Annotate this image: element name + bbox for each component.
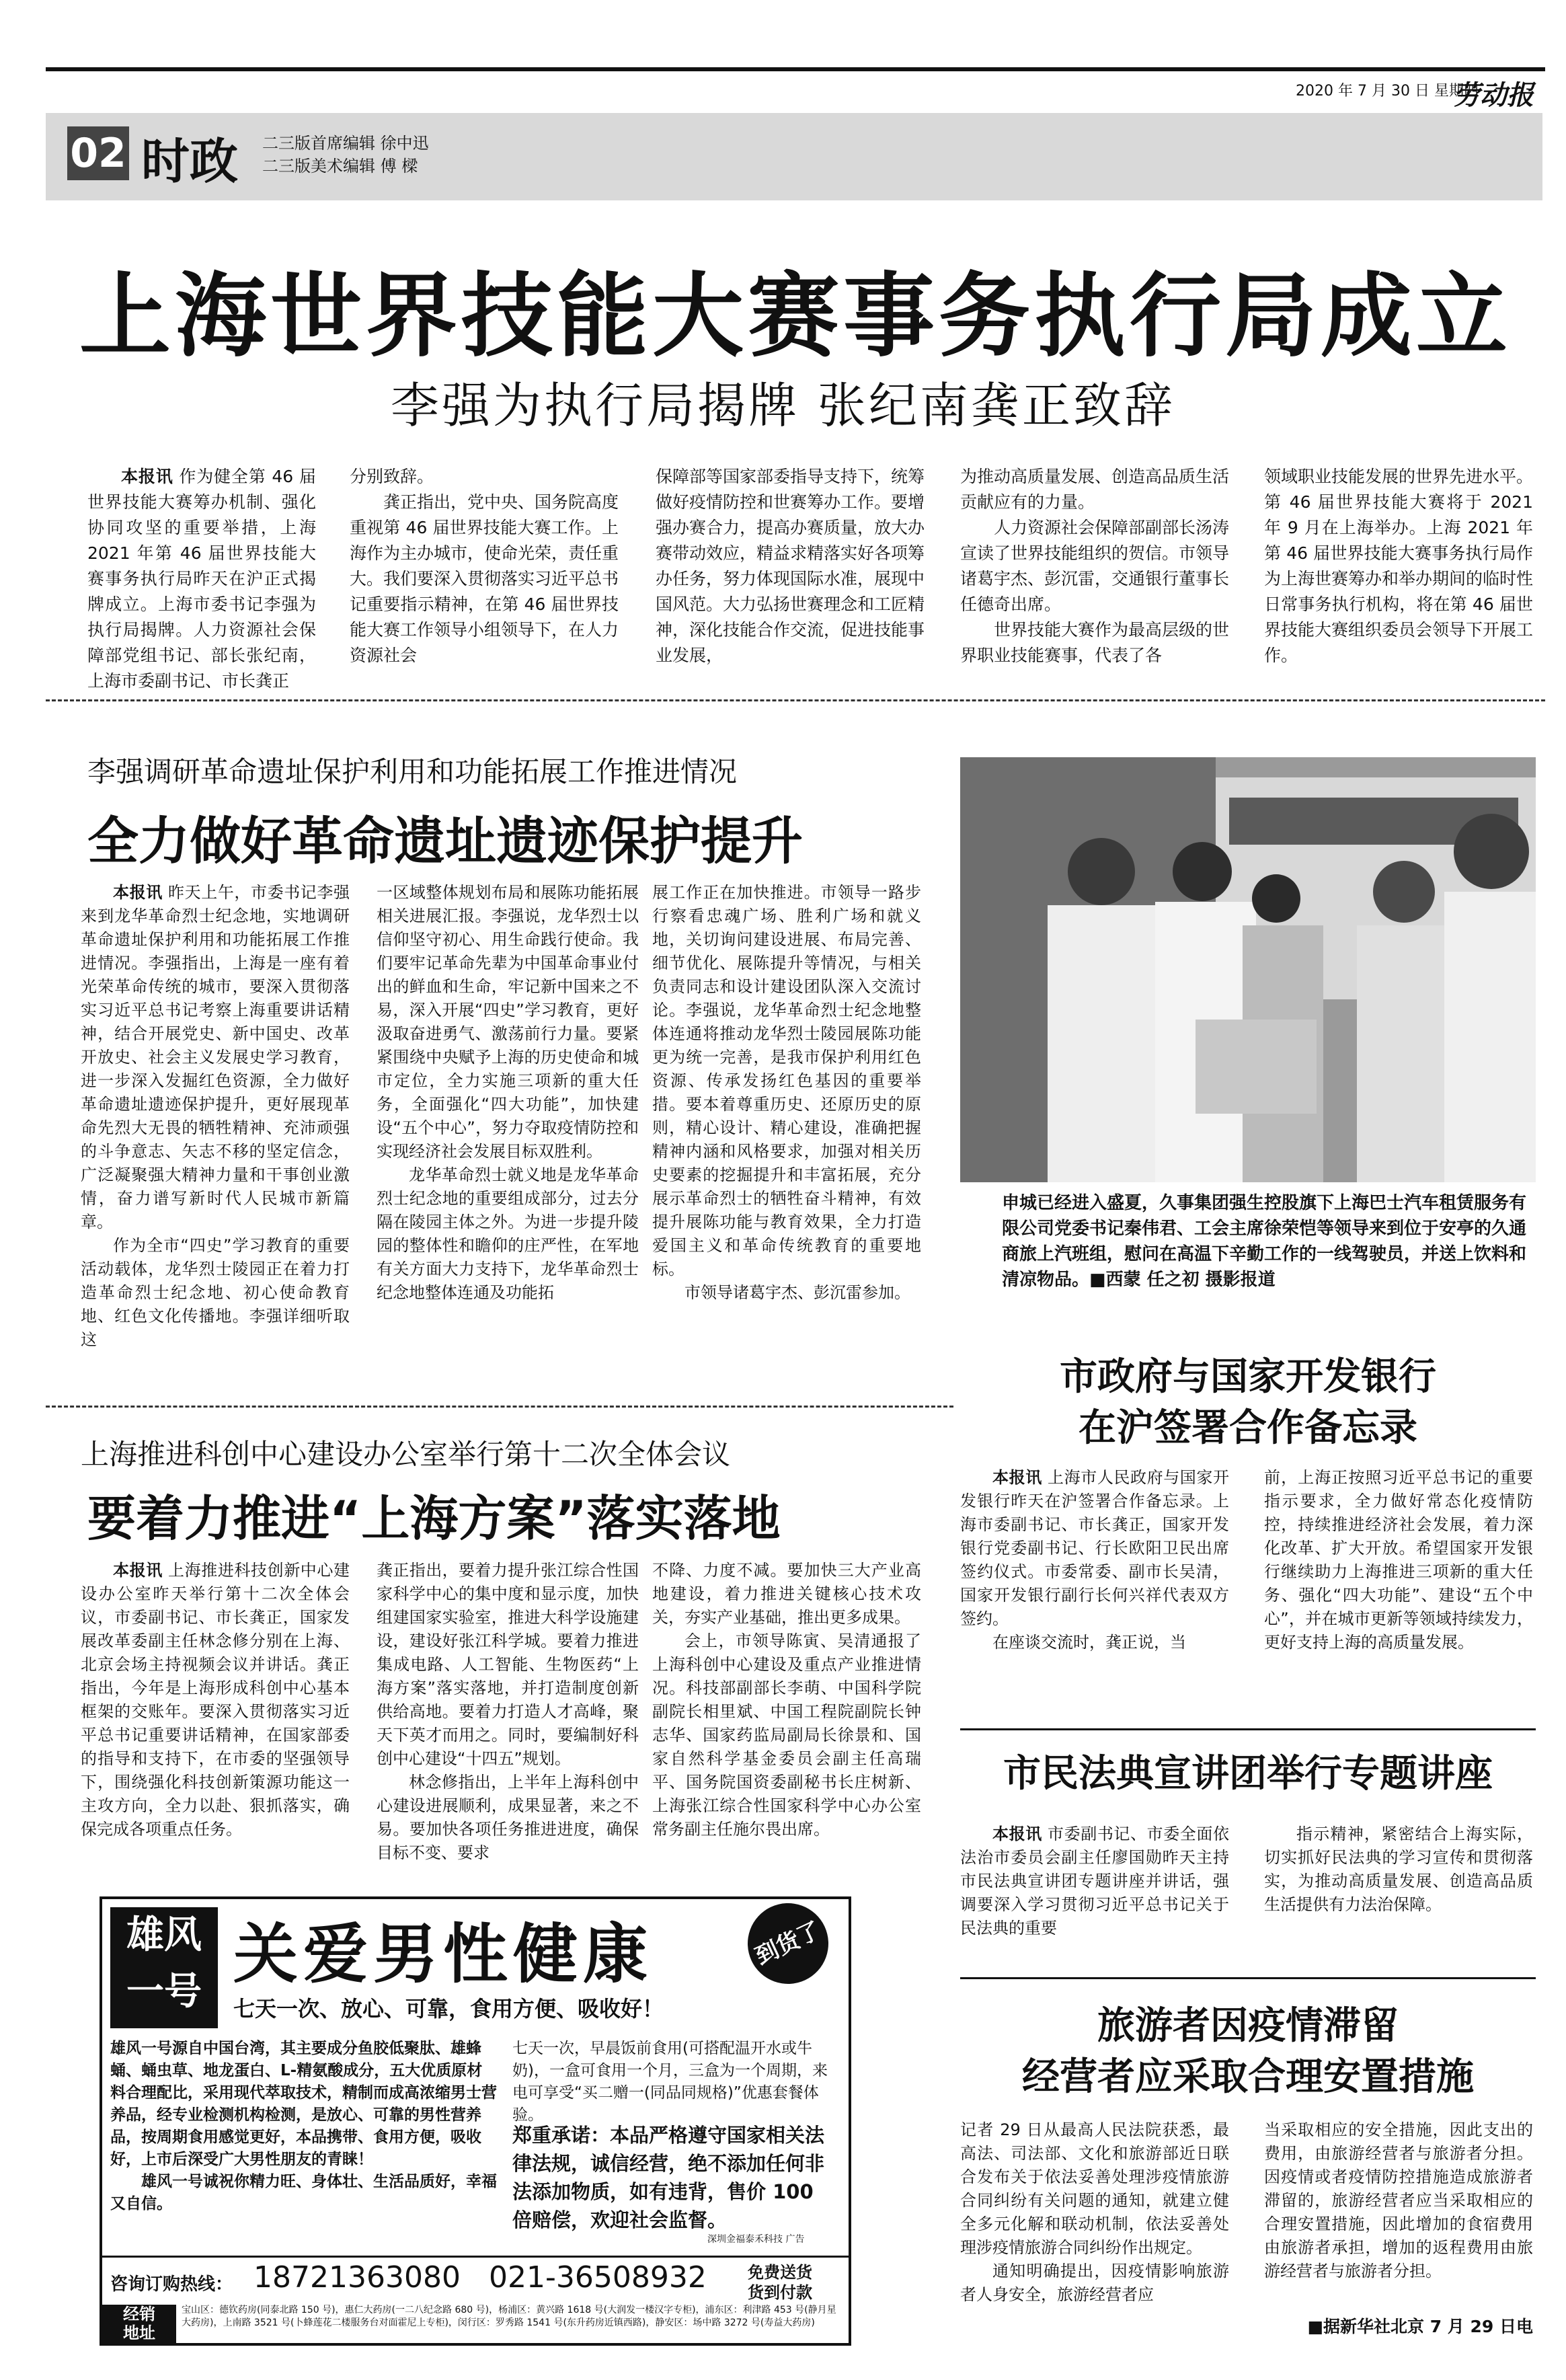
story4-headline — [960, 1352, 1536, 1454]
divider — [960, 1728, 1536, 1730]
ad-hotline-label: 咨询订购热线： — [110, 2274, 233, 2295]
ad-dealers: 宝山区：德钦药房(同泰北路 150 号)，惠仁大药房(一二八纪念路 680 号)，杨浦区：黄兴路 1618 号(大润发一楼汉字专柜)，浦东区：利津路 453 号(静月星大药房)，上南路 3521 号(卜蜂莲花二楼服务台对面霍尼上专柜)，闵行区：罗秀路 1541 号(东升药房近镇西路)，静安区：场中路 3272 号(寿益大药房) — [182, 2305, 836, 2328]
section-number: 02 — [67, 126, 129, 180]
ad-delivery: 免费送货 货到付款 — [748, 2263, 812, 2302]
story6-byline: ■据新华社北京 7 月 29 日电 — [1307, 2317, 1533, 2336]
ad-divider — [102, 2256, 849, 2258]
paragraph: 龚正指出，党中央、国务院高度重视第 46 届世界技能大赛工作。上海作为主办城市，使命光荣，责任重大。我们要深入贯彻落实习近平总书记重要指示精神，在第 46 届世界技能大赛工作领导小组领导下，在人力资源社会 — [350, 492, 619, 665]
story3-kicker: 上海推进科创中心建设办公室举行第十二次全体会议 — [81, 1438, 731, 1471]
story3-col-2 — [377, 1559, 639, 1865]
main-col-5 — [1264, 464, 1533, 668]
story5-col-2: 指示精神，紧密结合上海实际，切实抓好民法典的学习宣传和贯彻落实，为推动高质量发展、创造高品质生活提供有力法治保障。 — [1264, 1825, 1533, 1914]
main-col-3 — [656, 464, 925, 668]
photo-illustration — [960, 757, 1536, 1182]
main-headline: 上海世界技能大赛事务执行局成立 — [79, 264, 1512, 370]
headline-line: 在沪签署合作备忘录 — [1079, 1406, 1417, 1450]
divider — [46, 699, 1545, 701]
ad-badge: 到货了 — [734, 1890, 841, 1997]
story5-headline: 市民法典宣讲团举行专题讲座 — [1003, 1752, 1493, 1796]
story4-col-2 — [1264, 1466, 1533, 1654]
story3-col-1: 本报讯 上海推进科技创新中心建设办公室昨天举行第十二次全体会议，市委副书记、市长龚正，国家发展改革委副主任林念修分别在上海、北京会场主持视频会议并讲话。龚正指出，今年是上海形成科创中心基本框架的交账年。要深入贯彻落实习近平总书记重要讲话精神，在国家部委的指导和支持下，在市委的坚强领导下，围绕强化科技创新策源功能这一主攻方向，全力以赴、狠抓落实，确保完成各项重点任务。 — [81, 1561, 350, 1839]
lead-tag: 本报讯 — [992, 1825, 1042, 1843]
top-rule — [46, 67, 1545, 71]
story2-col-1: 本报讯 昨天上午，市委书记李强来到龙华革命烈士纪念地，实地调研革命遗址保护利用和功能拓展工作推进情况。李强指出，上海是一座有着光荣革命传统的城市，要深入贯彻落实习近平总书记考察上海重要讲话精神，结合开展党史、新中国史、改革开放史、社会主义发展史学习教育，进一步深入发掘红色资源，全力做好革命遗址遗迹保护提升，更好展现革命先烈大无畏的牺牲精神、充沛顽强的斗争意志、矢志不移的坚定信念，广泛凝聚强大精神力量和干事创业激情，奋力谱写新时代人民城市新篇章。 作为全市“四史”学习教育的重要活动载体，龙华烈士陵园正在着力打造革命烈士纪念地、初心使命教育地、红色文化传播地。李强详细听取这 — [81, 883, 350, 1349]
story3-headline: 要着力推进“上海方案”落实落地 — [87, 1490, 781, 1547]
paragraph: 林念修指出，上半年上海科创中心建设进展顺利，成果显著，来之不易。要加快各项任务推进进度，确保目标不变、要求 — [377, 1773, 639, 1862]
lead-tag: 本报讯 — [992, 1468, 1042, 1487]
paragraph: 前，上海正按照习近平总书记的重要指示要求，全力做好常态化疫情防控，持续推进经济社会发展，着力深化改革、扩大开放。希望国家开发银行继续助力上海推进三项新的重大任务、强化“四大功能”、建设“五个中心”，并在城市更新等领域持续发力，更好支持上海的高质量发展。 — [1264, 1468, 1533, 1652]
paragraph: 会上，市领导陈寅、吴清通报了上海科创中心建设及重点产业推进情况。科技部副部长李萌、中国科学院副院长相里斌、中国工程院副院长钟志华、国家药监局副局长徐景和、国家自然科学基金委员会副主任高瑞平、国务院国资委副秘书长庄树新、上海张江综合性国家科学中心办公室常务副主任施尔畏出席。 — [652, 1632, 921, 1839]
section-name: 时政 — [141, 132, 239, 190]
photo-caption: 申城已经进入盛夏，久事集团强生控股旗下上海巴士汽车租赁服务有限公司党委书记秦伟君、工会主席徐荣恺等领导来到位于安亭的久通商旅上汽班组，慰问在高温下辛勤工作的一线驾驶员，并送上饮料和清凉物品。■西蒙 任之初 摄影报道 — [1002, 1193, 1527, 1290]
headline-line: 经营者应采取合理安置措施 — [1022, 2055, 1474, 2099]
lead-tag: 本报讯 — [121, 467, 173, 486]
paragraph: 不降、力度不减。要加快三大产业高地建设，着力推进关键核心技术攻关，夯实产业基础，推出更多成果。 — [652, 1561, 921, 1627]
paragraph: 当采取相应的安全措施，因此支出的费用，由旅游经营者与旅游者分担。因疫情或者疫情防控措施造成旅游者滞留的，旅游经营者应当采取相应的合理安置措施，因此增加的食宿费用由旅游者承担，增加的返程费用由旅游经营者与旅游者分担。 — [1264, 2120, 1533, 2280]
paragraph: 为推动高质量发展、创造高品质生活贡献应有的力量。 — [960, 467, 1230, 512]
ad-body-left: 雄风一号源自中国台湾，其主要成分鱼胶低聚肽、雄蜂蛹、蛹虫草、地龙蛋白、L-精氨酸成分，五大优质原材料合理配比，采用现代萃取技术，精制而成高浓缩男士营养品，经专业检测机构检测，是放心、可靠的男性营养品，按周期食用感觉更好，本品携带、食用方便，吸收好，上市后深受广大男性朋友的青睐！ 雄风一号诚祝你精力旺、身体壮、生活品质好，幸福又自信。 — [110, 2040, 497, 2213]
headline-line: 旅游者因疫情滞留 — [1097, 2004, 1399, 2048]
headline-line: 市政府与国家开发银行 — [1060, 1355, 1436, 1399]
story2-kicker: 李强调研革命遗址保护利用和功能拓展工作推进情况 — [87, 755, 738, 788]
story6-headline — [960, 2001, 1536, 2103]
story2-col-2 — [377, 881, 639, 1305]
editor-line: 二三版美术编辑 傅 樑 — [262, 157, 418, 176]
paper-logo: 劳动报 — [1453, 79, 1534, 111]
story2-col-3 — [652, 881, 921, 1305]
ad-title: 关爱男性健康 — [233, 1917, 653, 1992]
paragraph: 人力资源社会保障部副部长汤涛宣读了世界技能组织的贺信。市领导诸葛宇杰、彭沉雷，交通银行董事长任德奇出席。 — [960, 518, 1230, 614]
main-col-4 — [960, 464, 1229, 668]
paragraph: 记者 29 日从最高人民法院获悉，最高法、司法部、文化和旅游部近日联合发布关于依法妥善处理涉疫情旅游合同纠纷有关问题的通知，就建立健全多元化解和联动机制，依法妥善处理涉疫情旅游合同纠纷作出规定。 — [960, 2120, 1229, 2257]
section-editors — [262, 132, 429, 178]
main-col-1: 本报讯 作为健全第 46 届世界技能大赛筹办机制、强化协同攻坚的重要举措，上海 2021 年第 46 届世界技能大赛事务执行局昨天在沪正式揭牌成立。上海市委书记李强为执行局揭牌。人力资源社会保障部党组书记、部长张纪南，上海市委副书记、市长龚正 — [87, 467, 316, 691]
paragraph: 保障部等国家部委指导支持下，统筹做好疫情防控和世赛筹办工作。要增强办赛合力，提高办赛质量，放大办赛带动效应，精益求精落实好各项筹办任务，努力体现国际水准，展现中国风范。大力弘扬世赛理念和工匠精神，深化技能合作交流，促进技能事业发展， — [656, 467, 925, 665]
paragraph: 一区域整体规划布局和展陈功能拓展相关进展汇报。李强说，龙华烈士以信仰坚守初心、用生命践行使命。我们要牢记革命先辈为中国革命事业付出的鲜血和生命，牢记新中国来之不易，深入开展“四史”学习教育，更好汲取奋进勇气、激荡前行力量。要紧紧围绕中央赋予上海的历史使命和城市定位，全力实施三项新的重大任务，全面强化“四大功能”，加快建设“五个中心”，努力夺取疫情防控和实现经济社会发展目标双胜利。 — [377, 883, 639, 1161]
paragraph: 领域职业技能发展的世界先进水平。第 46 届世界技能大赛将于 2021 年 9 月在上海举办。上海 2021 年第 46 届世界技能大赛事务执行局作为上海世赛筹办和举办期间的临时性日常事务执行机构，将在第 46 届世界技能大赛组织委员会领导下开展工作。 — [1264, 467, 1534, 665]
editor-line: 二三版首席编辑 徐中迅 — [262, 134, 429, 153]
paragraph: 龙华革命烈士就义地是龙华革命烈士纪念地的重要组成部分，过去分隔在陵园主体之外。为进一步提升陵园的整体性和瞻仰的庄严性，在军地有关方面大力支持下，龙华革命烈士纪念地整体连通及功能拓 — [377, 1165, 639, 1302]
ad-dealer-label: 经销 地址 — [102, 2305, 176, 2343]
story6-col-2 — [1264, 2118, 1533, 2283]
story2-headline: 全力做好革命遗址遗迹保护提升 — [87, 811, 803, 871]
ad-phone-2: 021-36508932 — [489, 2260, 707, 2295]
advertisement — [100, 1896, 851, 2346]
ad-tagline: 七天一次、放心、可靠，食用方便、吸收好！ — [233, 1996, 664, 2022]
ad-fineprint: 深圳金福泰禾科技 广告 — [707, 2234, 805, 2245]
paragraph: 龚正指出，要着力提升张江综合性国家科学中心的集中度和显示度，加快组建国家实验室，推进大科学设施建设，建设好张江科学城。要着力推进集成电路、人工智能、生物医药“上海方案”落实落地，并打造制度创新供给高地。要着力打造人才高峰，聚天下英才而用之。同时，要编制好科创中心建设“十四五”规划。 — [377, 1561, 639, 1768]
main-col-2 — [350, 464, 619, 668]
ad-promise: 郑重承诺：本品严格遵守国家相关法律法规，诚信经营，绝不添加任何非法添加物质，如有违背，售价 100 倍赔偿，欢迎社会监督。 — [512, 2124, 825, 2231]
main-subhead: 李强为执行局揭牌 张纪南龚正致辞 — [391, 377, 1175, 434]
paragraph: 世界技能大赛作为最高层级的世界职业技能赛事，代表了各 — [960, 620, 1230, 665]
ad-brand: 雄风 一号 — [110, 1907, 218, 2028]
ad-phone-1: 18721363080 — [253, 2260, 461, 2295]
lead-tag: 本报讯 — [113, 883, 163, 902]
story6-col-1 — [960, 2118, 1229, 2307]
news-photo — [960, 757, 1536, 1182]
lead-tag: 本报讯 — [113, 1561, 163, 1580]
divider — [46, 1406, 953, 1408]
issue-date: 2020 年 7 月 30 日 星期四 — [1296, 83, 1479, 100]
paragraph: 分别致辞。 — [350, 467, 434, 486]
paragraph: 通知明确提出，因疫情影响旅游者人身安全，旅游经营者应 — [960, 2262, 1229, 2304]
paragraph: 展工作正在加快推进。市领导一路步行察看忠魂广场、胜利广场和就义地，关切询问建设进展、布局完善、细节优化、展陈提升等情况，与相关负责同志和设计建设团队深入交流讨论。李强说，龙华革命烈士纪念地整体连通将推动龙华烈士陵园展陈功能更为统一完善，是我市保护利用红色资源、传承发扬红色基因的重要举措。要本着尊重历史、还原历史的原则，精心设计、精心建设，准确把握精神内涵和风格要求，加强对相关历史要素的挖掘提升和丰富拓展，充分展示革命烈士的牺牲奋斗精神，有效提升展陈功能与教育效果，全力打造爱国主义和革命传统教育的重要地标。 — [652, 883, 921, 1278]
story4-col-1: 本报讯 上海市人民政府与国家开发银行昨天在沪签署合作备忘录。上海市委副书记、市长龚正，国家开发银行党委副书记、行长欧阳卫民出席签约仪式。市委常委、副市长吴清，国家开发银行副行长何兴祥代表双方签约。 在座谈交流时，龚正说，当 — [960, 1468, 1230, 1652]
paragraph: 市领导诸葛宇杰、彭沉雷参加。 — [684, 1283, 910, 1302]
divider — [960, 1977, 1536, 1979]
story3-col-3 — [652, 1559, 921, 1841]
story5-col-1: 本报讯 市委副书记、市委全面依法治市委员会副主任廖国勋昨天主持市民法典宣讲团专题讲座并讲话，强调要深入学习贯彻习近平总书记关于民法典的重要 — [960, 1825, 1230, 1937]
ad-body-right: 七天一次，早晨饭前食用(可搭配温开水或牛奶)，一盒可食用一个月，三盒为一个周期，来电可享受“买二赠一(同品同规格)”优惠套餐体验。 — [512, 2040, 828, 2124]
